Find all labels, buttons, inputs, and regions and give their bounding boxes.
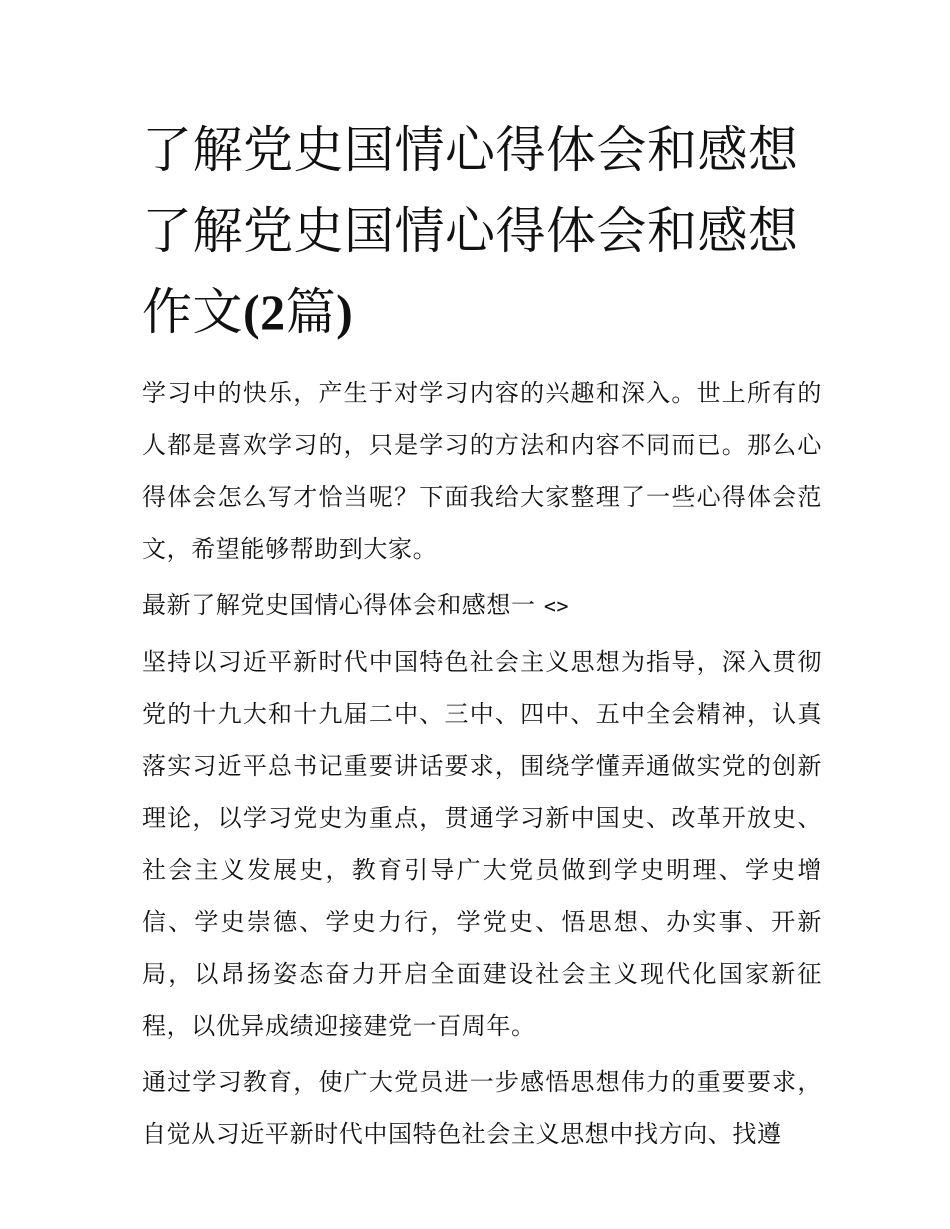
section-heading: [142, 579, 822, 632]
title-line-3-count: (2: [243, 284, 286, 340]
section-heading-marker: <>: [543, 594, 570, 618]
section-heading-text: 最新了解党史国情心得体会和感想一: [142, 591, 536, 619]
title-line-2: 了解党史国情心得体会和感想: [142, 202, 799, 260]
body-paragraph-1: 坚持以习近平新时代中国特色社会主义思想为指导，深入贯彻党的十九大和十九届二中、三中、四中、五中全会精神，认真落实习近平总书记重要讲话要求，围绕学懂弄通做实党的创新理论，以学习党史为重点，贯通学习新中国史、改革开放史、社会主义发展史，教育引导广大党员做到学史明理、学史增信、学史崇德、学史力行，学党史、悟思想、办实事、开新局，以昂扬姿态奋力开启全面建设社会主义现代化国家新征程，以优异成绩迎接建党一百周年。: [142, 648, 822, 1040]
document-body: [142, 110, 822, 1164]
body-paragraph-2: 通过学习教育，使广大党员进一步感悟思想伟力的重要要求，自觉从习近平新时代中国特色社会主义思想中找方向、找遵: [142, 1068, 822, 1148]
title-line-1: 了解党史国情心得体会和感想: [142, 121, 799, 179]
title-line-3-close: ): [336, 284, 354, 340]
document-title: [142, 110, 822, 353]
intro-paragraph: 学习中的快乐，产生于对学习内容的兴趣和深入。世上所有的人都是喜欢学习的，只是学习的方法和内容不同而已。那么心得体会怎么写才恰当呢？下面我给大家整理了一些心得体会范文，希望能够帮助到大家。: [142, 379, 822, 563]
title-line-3: [142, 272, 822, 353]
title-line-3-unit: 篇: [285, 283, 337, 341]
title-line-3-prefix: 作文: [142, 283, 243, 341]
